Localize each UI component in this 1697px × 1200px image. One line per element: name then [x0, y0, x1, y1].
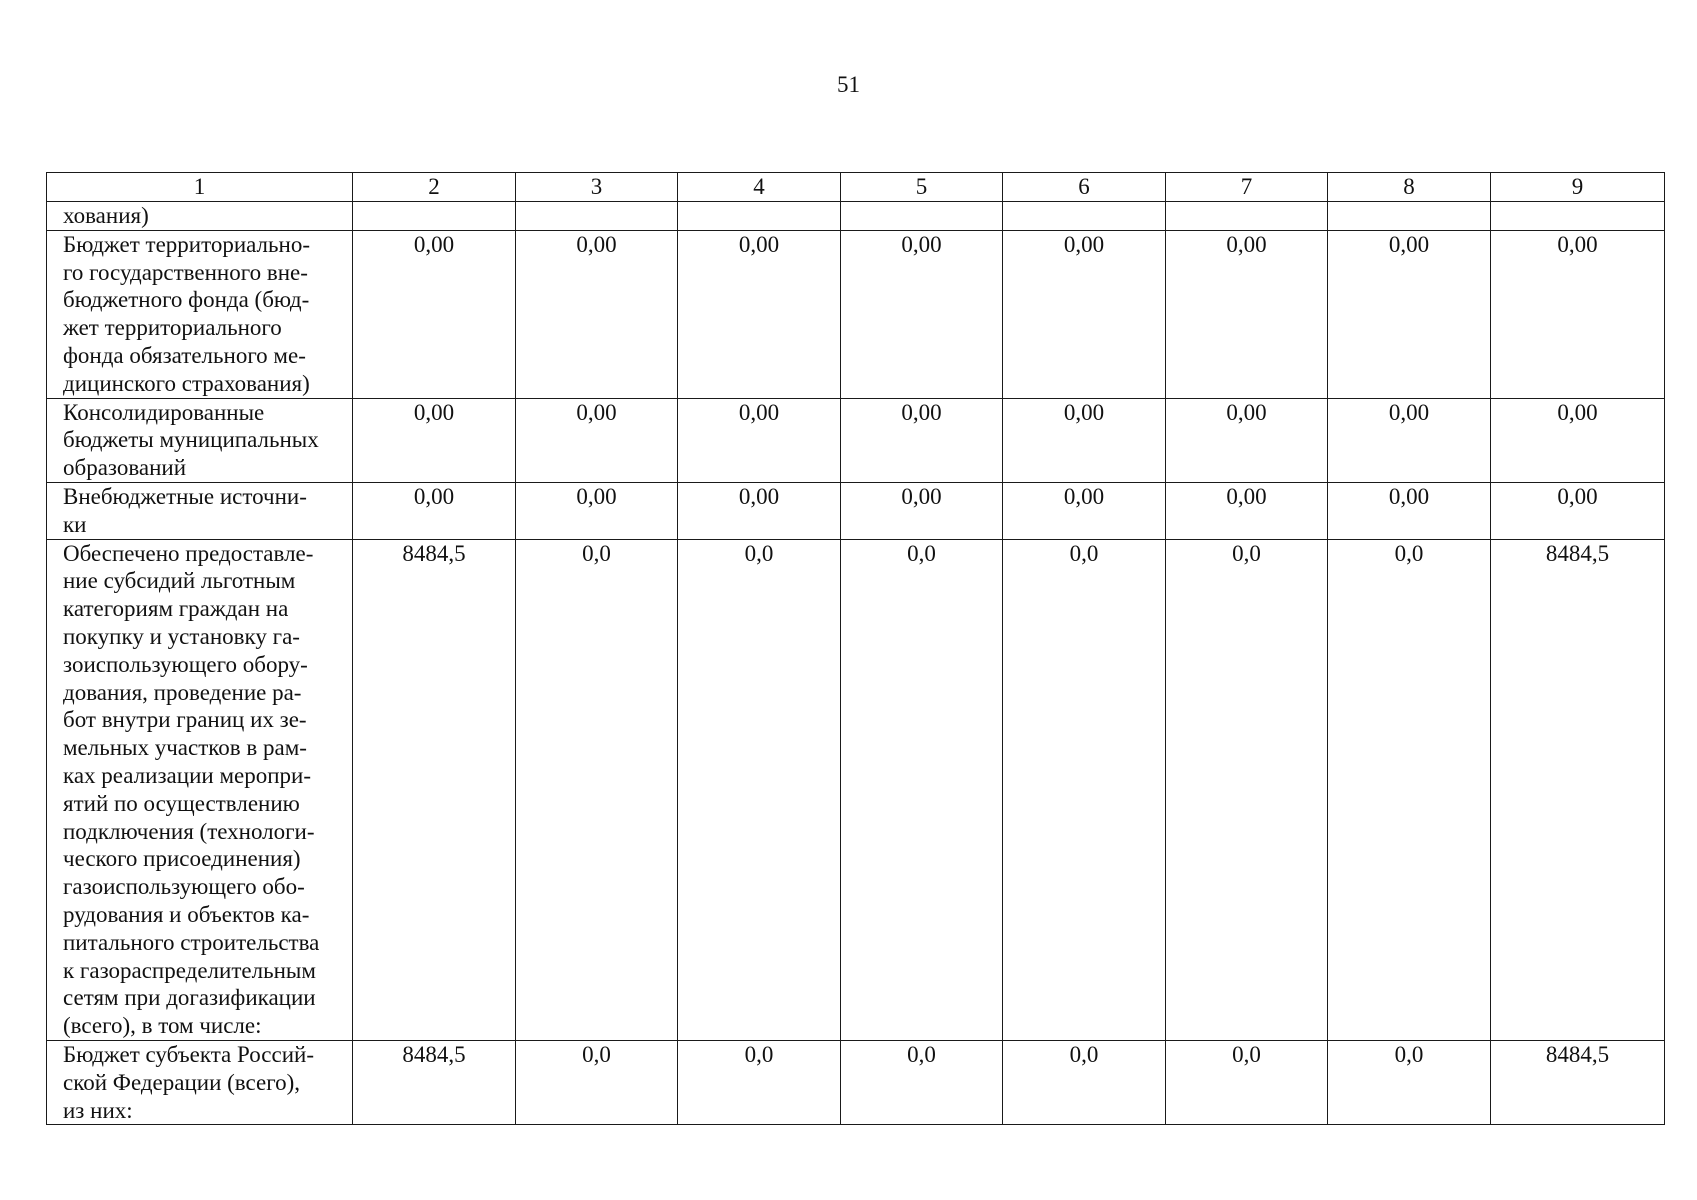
value-cell: 0,00 — [1166, 482, 1328, 539]
value-cell: 0,00 — [1491, 230, 1665, 398]
row-label-line: хования) — [63, 203, 149, 228]
row-label — [47, 398, 353, 482]
value-cell: 0,0 — [516, 539, 678, 1040]
value-cell: 0,00 — [1328, 398, 1491, 482]
value-cell: 0,0 — [678, 1040, 841, 1124]
value-cell: 0,0 — [1166, 1040, 1328, 1124]
value-cell: 0,00 — [678, 230, 841, 398]
value-cell: 0,00 — [353, 482, 516, 539]
row-label-line: газоиспользующего обо- — [63, 874, 305, 900]
table-row — [47, 398, 1665, 482]
value-cell: 0,00 — [1166, 230, 1328, 398]
row-label — [47, 539, 353, 1040]
column-header: 9 — [1491, 173, 1665, 202]
row-label-line: категориям граждан на — [63, 596, 289, 622]
value-cell: 0,0 — [1328, 539, 1491, 1040]
value-cell: 8484,5 — [1491, 539, 1665, 1040]
value-cell: 0,00 — [1003, 482, 1166, 539]
value-cell: 0,00 — [516, 230, 678, 398]
value-cell: 0,0 — [516, 1040, 678, 1124]
value-cell — [516, 202, 678, 231]
row-label-line: образований — [63, 455, 187, 481]
value-cell: 0,0 — [1166, 539, 1328, 1040]
value-cell: 0,00 — [678, 482, 841, 539]
value-cell: 0,00 — [1166, 398, 1328, 482]
table-row — [47, 1040, 1665, 1124]
value-cell: 0,00 — [841, 482, 1003, 539]
value-cell — [1328, 202, 1491, 231]
value-cell — [678, 202, 841, 231]
row-label — [47, 230, 353, 398]
row-label-line: ки — [63, 511, 87, 537]
row-label-line: бот внутри границ их зе- — [63, 707, 307, 733]
row-label-line: (всего), в том числе: — [63, 1013, 262, 1039]
row-label-line: сетям при догазификации — [63, 985, 316, 1011]
row-label-line: Консолидированные — [63, 399, 265, 425]
value-cell: 0,00 — [1328, 230, 1491, 398]
row-label-line: ческого присоединения) — [63, 846, 301, 872]
row-label-line: го государственного вне- — [63, 259, 308, 285]
row-label-line: ятий по осуществлению — [63, 790, 300, 816]
value-cell — [353, 202, 516, 231]
data-table — [46, 172, 1665, 1125]
row-label-line: рудования и объектов ка- — [63, 901, 310, 927]
column-header: 2 — [353, 173, 516, 202]
row-label-line: Бюджет территориально- — [63, 231, 310, 257]
row-label-line: бюджетного фонда (бюд- — [63, 287, 310, 313]
value-cell: 0,00 — [1491, 398, 1665, 482]
value-cell: 0,00 — [1328, 482, 1491, 539]
row-label-line: подключения (технологи- — [63, 818, 315, 844]
value-cell: 8484,5 — [353, 1040, 516, 1124]
row-label-line: питального строительства — [63, 929, 320, 955]
value-cell — [1003, 202, 1166, 231]
value-cell: 0,0 — [1003, 1040, 1166, 1124]
table-row — [47, 482, 1665, 539]
value-cell: 0,00 — [1003, 398, 1166, 482]
row-label-line: дицинского страхования) — [63, 370, 310, 396]
value-cell: 0,00 — [1491, 482, 1665, 539]
row-label-line: дования, проведение ра- — [63, 679, 302, 705]
value-cell: 0,00 — [678, 398, 841, 482]
value-cell: 0,00 — [841, 398, 1003, 482]
row-label-line: к газораспределительным — [63, 957, 316, 983]
row-label-line: Бюджет субъекта Россий- — [63, 1041, 315, 1067]
column-header: 1 — [47, 173, 353, 202]
value-cell — [1166, 202, 1328, 231]
value-cell: 8484,5 — [1491, 1040, 1665, 1124]
value-cell — [1491, 202, 1665, 231]
column-header: 3 — [516, 173, 678, 202]
row-label — [47, 202, 353, 231]
value-cell: 8484,5 — [353, 539, 516, 1040]
value-cell: 0,00 — [841, 230, 1003, 398]
column-header: 5 — [841, 173, 1003, 202]
value-cell: 0,00 — [516, 398, 678, 482]
value-cell — [841, 202, 1003, 231]
column-header: 7 — [1166, 173, 1328, 202]
row-label — [47, 482, 353, 539]
row-label-line: фонда обязательного ме- — [63, 342, 306, 368]
value-cell: 0,00 — [353, 230, 516, 398]
value-cell: 0,00 — [1003, 230, 1166, 398]
value-cell: 0,00 — [516, 482, 678, 539]
table-row — [47, 202, 1665, 231]
column-header: 6 — [1003, 173, 1166, 202]
value-cell: 0,0 — [1328, 1040, 1491, 1124]
row-label-line: мельных участков в рам- — [63, 735, 307, 761]
row-label — [47, 1040, 353, 1124]
row-label-line: Внебюджетные источни- — [63, 483, 307, 509]
value-cell: 0,0 — [1003, 539, 1166, 1040]
table-header-row — [47, 173, 1665, 202]
value-cell: 0,0 — [841, 1040, 1003, 1124]
row-label-line: ках реализации меропри- — [63, 762, 311, 788]
value-cell: 0,0 — [678, 539, 841, 1040]
column-header: 8 — [1328, 173, 1491, 202]
row-label-line: бюджеты муниципальных — [63, 427, 319, 453]
table-row — [47, 230, 1665, 398]
value-cell: 0,00 — [353, 398, 516, 482]
row-label-line: Обеспечено предоставле- — [63, 540, 314, 566]
table-body — [47, 173, 1665, 1125]
value-cell: 0,0 — [841, 539, 1003, 1040]
row-label-line: из них: — [63, 1097, 133, 1123]
row-label-line: ние субсидий льготным — [63, 568, 296, 594]
row-label-line: зоиспользующего обору- — [63, 651, 308, 677]
row-label-line: покупку и установку га- — [63, 623, 300, 649]
table-row — [47, 539, 1665, 1040]
page-number: 51 — [837, 72, 860, 97]
column-header: 4 — [678, 173, 841, 202]
row-label-line: жет территориального — [63, 315, 282, 341]
row-label-line: ской Федерации (всего), — [63, 1069, 300, 1095]
